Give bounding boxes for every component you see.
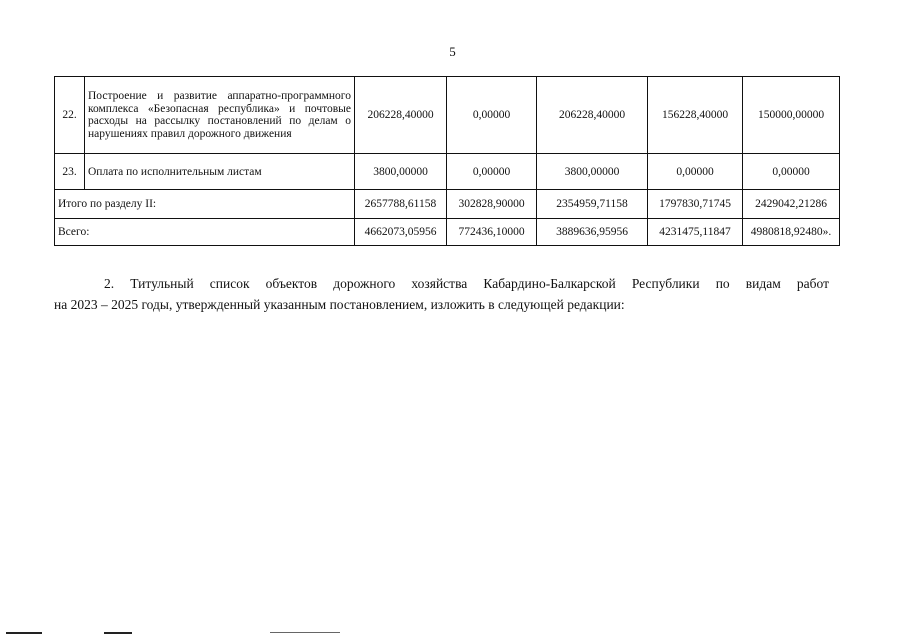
row-value: 206228,40000 bbox=[537, 77, 648, 154]
row-value: 3800,00000 bbox=[355, 154, 447, 190]
row-value: 0,00000 bbox=[648, 154, 743, 190]
budget-table bbox=[54, 76, 840, 246]
grand-total-value: 4231475,11847 bbox=[648, 219, 743, 246]
row-value: 206228,40000 bbox=[355, 77, 447, 154]
row-value: 156228,40000 bbox=[648, 77, 743, 154]
row-value: 3800,00000 bbox=[537, 154, 648, 190]
scan-artifact bbox=[104, 632, 132, 634]
scan-artifact bbox=[270, 632, 340, 633]
grand-total-value: 4980818,92480». bbox=[743, 219, 840, 246]
amendment-paragraph bbox=[54, 273, 829, 315]
row-number: 22. bbox=[55, 77, 85, 154]
section-total-label: Итого по разделу II: bbox=[55, 190, 355, 219]
grand-total-value: 772436,10000 bbox=[447, 219, 537, 246]
section-total-value: 2429042,21286 bbox=[743, 190, 840, 219]
grand-total-value: 3889636,95956 bbox=[537, 219, 648, 246]
section-total-value: 2354959,71158 bbox=[537, 190, 648, 219]
section-total-value: 302828,90000 bbox=[447, 190, 537, 219]
grand-total-value: 4662073,05956 bbox=[355, 219, 447, 246]
paragraph-line: на 2023 – 2025 годы, утвержденный указанным постановлением, изложить в следующей редакции: bbox=[54, 297, 625, 312]
row-value: 0,00000 bbox=[447, 77, 537, 154]
table-row bbox=[55, 77, 840, 154]
row-value: 150000,00000 bbox=[743, 77, 840, 154]
page-number: 5 bbox=[449, 44, 456, 59]
row-description: Построение и развитие аппаратно-программного комплекса «Безопасная республика» и почтовые расходы на рассылку постановлений по делам о нарушениях правил дорожного движения bbox=[85, 77, 355, 154]
row-value: 0,00000 bbox=[447, 154, 537, 190]
scan-artifact bbox=[6, 632, 42, 634]
grand-total-row bbox=[55, 219, 840, 246]
row-description: Оплата по исполнительным листам bbox=[85, 154, 355, 190]
section-total-value: 1797830,71745 bbox=[648, 190, 743, 219]
row-value: 0,00000 bbox=[743, 154, 840, 190]
row-number: 23. bbox=[55, 154, 85, 190]
paragraph-line: 2. Титульный список объектов дорожного хозяйства Кабардино-Балкарской Республики по видам работ bbox=[104, 276, 829, 291]
table-row bbox=[55, 154, 840, 190]
section-total-value: 2657788,61158 bbox=[355, 190, 447, 219]
section-total-row bbox=[55, 190, 840, 219]
grand-total-label: Всего: bbox=[55, 219, 355, 246]
